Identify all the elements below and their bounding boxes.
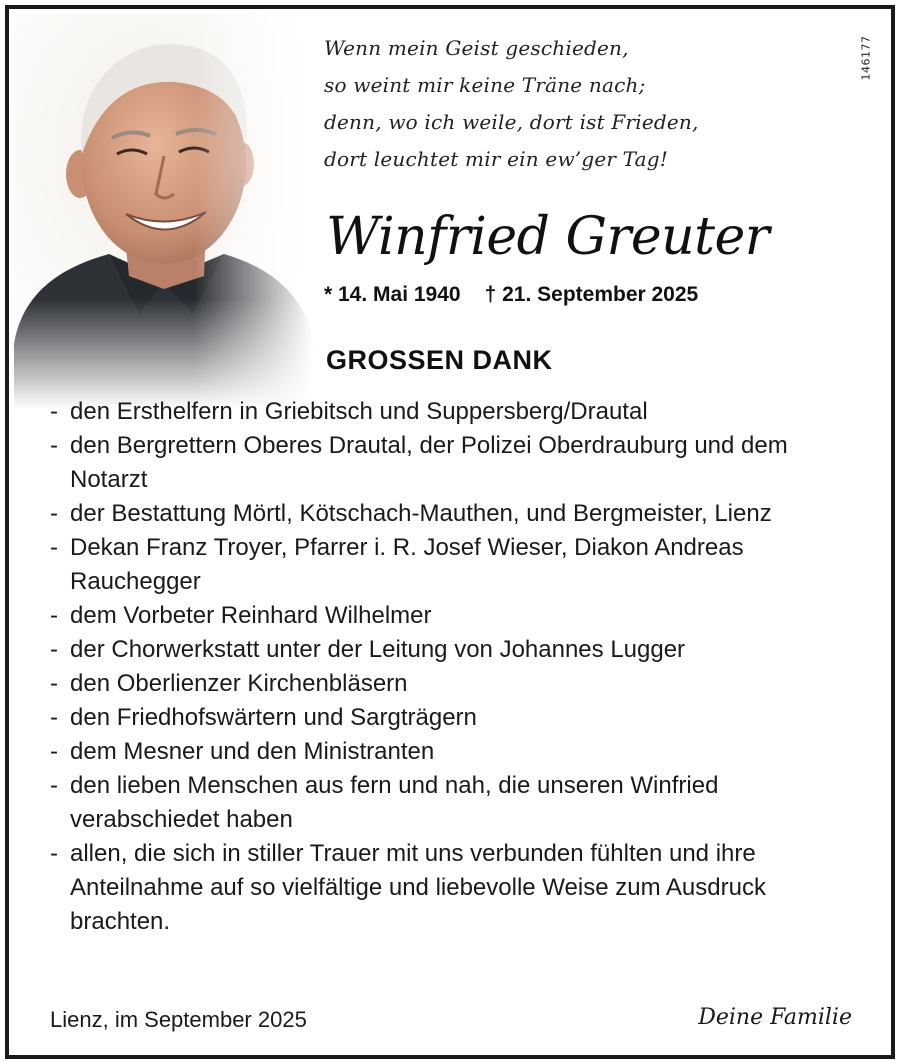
bullet-dash: - — [50, 738, 58, 765]
bullet-dash: - — [50, 670, 58, 697]
bullet-dash: - — [50, 534, 58, 561]
life-dates — [324, 280, 698, 310]
deceased-name: Winfried Greuter — [326, 207, 770, 267]
poem — [324, 30, 699, 178]
bullet-dash: - — [50, 602, 58, 629]
ad-code: 146177 — [859, 35, 873, 81]
poem-line: dort leuchtet mir ein ew’ger Tag! — [324, 147, 669, 171]
list-item: - den Oberlienzer Kirchenbläsern — [50, 667, 850, 701]
list-item: - allen, die sich in stiller Trauer mit uns verbunden fühlten und ihre Anteilnahme auf so vielfältige und liebevolle Weise zum Ausdruck brachten. — [50, 837, 850, 939]
list-item: - den lieben Menschen aus fern und nah, die unseren Winfried verabschiedet haben — [50, 769, 850, 837]
thanks-list — [50, 395, 850, 939]
portrait-photo — [14, 14, 314, 409]
list-item: - den Ersthelfern in Griebitsch und Suppersberg/Drautal — [50, 395, 850, 429]
bullet-dash: - — [50, 840, 58, 867]
birth-date: * 14. Mai 1940 — [324, 283, 461, 306]
list-item: - dem Mesner und den Ministranten — [50, 735, 850, 769]
death-date: † 21. September 2025 — [484, 283, 699, 306]
bullet-dash: - — [50, 500, 58, 527]
signature: Deine Familie — [698, 1005, 852, 1030]
list-item: - den Bergrettern Oberes Drautal, der Polizei Oberdrauburg und dem Notarzt — [50, 429, 850, 497]
bullet-dash: - — [50, 398, 58, 425]
list-item: - den Friedhofswärtern und Sargträgern — [50, 701, 850, 735]
bullet-dash: - — [50, 772, 58, 799]
bullet-dash: - — [50, 704, 58, 731]
list-item: - dem Vorbeter Reinhard Wilhelmer — [50, 599, 850, 633]
thanks-heading: GROSSEN DANK — [326, 345, 553, 375]
list-item: - der Chorwerkstatt unter der Leitung von Johannes Lugger — [50, 633, 850, 667]
place-date: Lienz, im September 2025 — [50, 1007, 307, 1032]
poem-line: denn, wo ich weile, dort ist Frieden, — [324, 110, 699, 134]
poem-line: so weint mir keine Träne nach; — [324, 73, 646, 97]
bullet-dash: - — [50, 432, 58, 459]
bullet-dash: - — [50, 636, 58, 663]
poem-line: Wenn mein Geist geschieden, — [324, 36, 629, 60]
list-item: - der Bestattung Mörtl, Kötschach-Mauthen, und Bergmeister, Lienz — [50, 497, 850, 531]
list-item: - Dekan Franz Troyer, Pfarrer i. R. Josef Wieser, Diakon Andreas Rauchegger — [50, 531, 850, 599]
